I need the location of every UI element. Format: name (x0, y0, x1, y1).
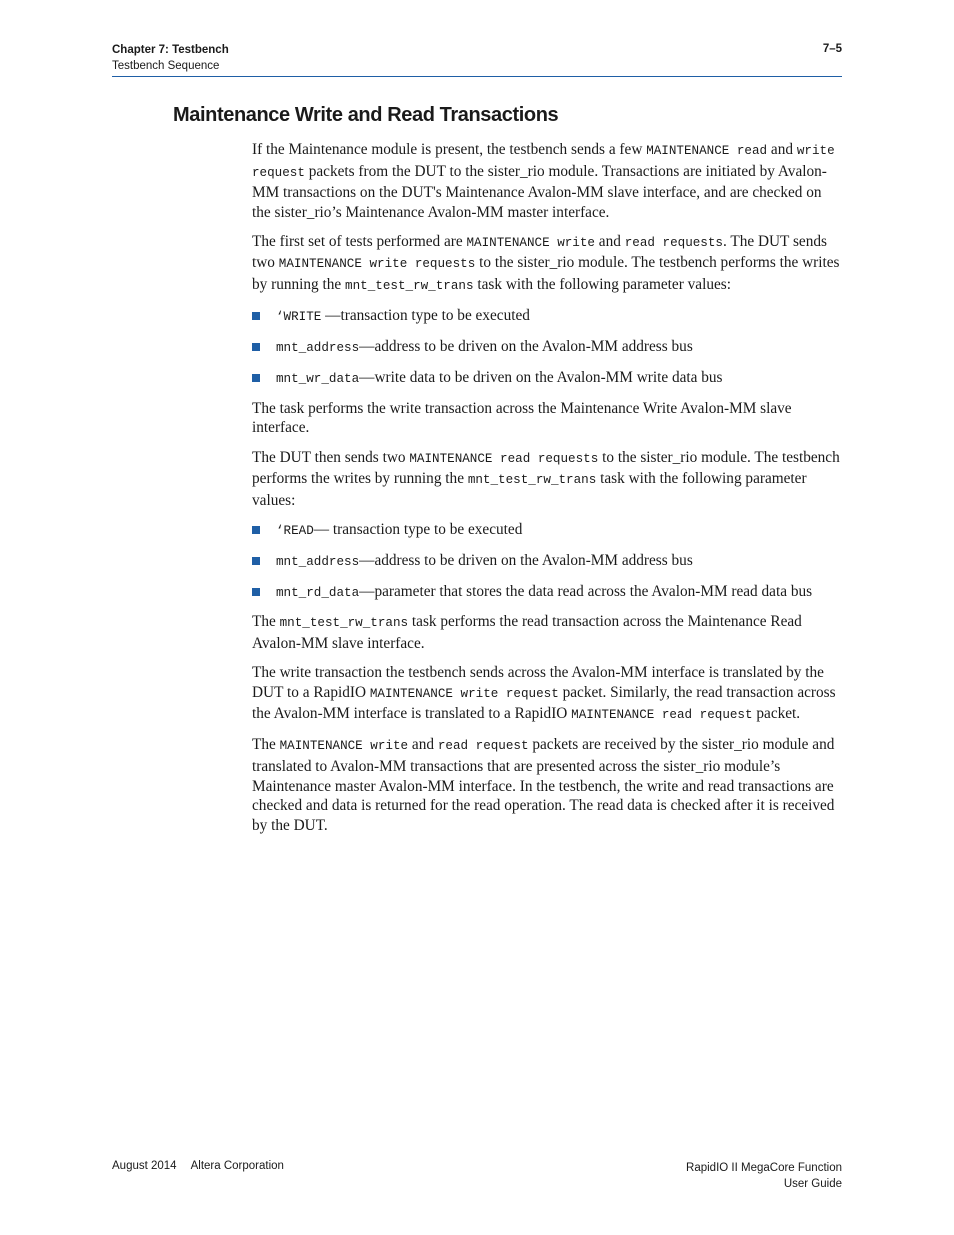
write-parameter-list (252, 306, 842, 389)
footer-right (686, 1160, 842, 1192)
list-item: mnt_address—address to be driven on the Avalon-MM address bus (252, 551, 842, 573)
bullet-square-icon (252, 557, 260, 565)
section-heading: Maintenance Write and Read Transactions (173, 104, 559, 126)
page-number: 7–5 (822, 43, 842, 55)
paragraph-intro: If the Maintenance module is present, the testbench sends a few MAINTENANCE read and write request packets from the DUT to the sister_rio module. Transactions are initiated by Avalon-MM transactions on the DUT's Maintenance Avalon-MM slave interface, and are checked on the sister_rio’s Maintenance Avalon-MM master interface. (252, 141, 835, 221)
paragraph-write-task: The task performs the write transaction across the Maintenance Write Avalon-MM slave interface. (252, 399, 792, 437)
footer-date: August 2014 (112, 1160, 177, 1172)
list-item: mnt_address—address to be driven on the Avalon-MM address bus (252, 337, 842, 359)
bullet-square-icon (252, 588, 260, 596)
bullet-square-icon (252, 526, 260, 534)
list-item: ‘READ— transaction type to be executed (252, 520, 842, 542)
footer-doc-type: User Guide (783, 1178, 842, 1190)
read-parameter-list (252, 520, 842, 603)
header-rule (112, 76, 842, 77)
bullet-square-icon (252, 312, 260, 320)
list-item: mnt_wr_data—write data to be driven on the Avalon-MM write data bus (252, 368, 842, 390)
footer-company: Altera Corporation (190, 1160, 284, 1172)
footer-doc-title: RapidIO II MegaCore Function (686, 1162, 842, 1174)
section-title: Testbench Sequence (112, 59, 220, 72)
list-item: ‘WRITE —transaction type to be executed (252, 306, 842, 328)
bullet-square-icon (252, 374, 260, 382)
chapter-title: Chapter 7: Testbench (112, 44, 229, 56)
bullet-square-icon (252, 343, 260, 351)
list-item: mnt_rd_data—parameter that stores the data read across the Avalon-MM read data bus (252, 582, 842, 604)
footer-left (112, 1160, 284, 1172)
paragraph-write-tests: The first set of tests performed are MAINTENANCE write and read requests. The DUT sends two MAINTENANCE write requests to the sister_rio module. The testbench performs the writes by running the mnt_test_rw_trans task with the following parameter values: (252, 232, 840, 294)
paragraph-translation: The write transaction the testbench sends across the Avalon-MM interface is translated by the DUT to a RapidIO MAINTENANCE write request packet. Similarly, the read transaction across the Avalon-MM interface is translated to a RapidIO MAINTENANCE read request packet. (252, 664, 836, 723)
paragraph-sister-rio: The MAINTENANCE write and read request packets are received by the sister_rio module and translated to Avalon-MM transactions that are presented across the sister_rio module’s Maintenance master Avalon-MM interface. In the testbench, the write and read transactions are checked and data is returned for the read operation. The read data is checked after it is received by the DUT. (252, 736, 835, 834)
paragraph-read-task: The mnt_test_rw_trans task performs the read transaction across the Maintenance Read Avalon-MM slave interface. (252, 613, 802, 653)
body-text (252, 140, 842, 845)
paragraph-read-tests: The DUT then sends two MAINTENANCE read requests to the sister_rio module. The testbench performs the writes by running the mnt_test_rw_trans task with the following parameter values: (252, 448, 840, 509)
running-header (112, 43, 229, 74)
